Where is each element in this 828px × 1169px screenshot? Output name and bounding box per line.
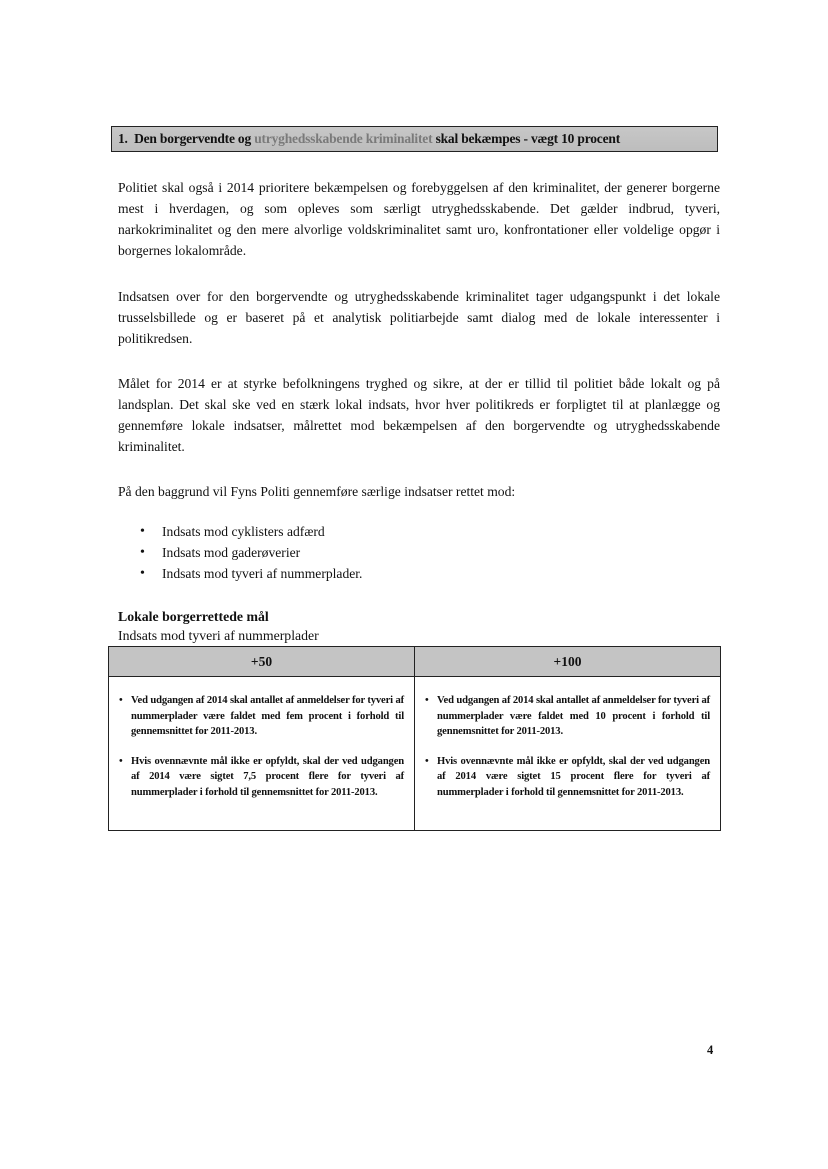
goal-column-100 — [415, 647, 720, 830]
column-header: +100 — [415, 647, 720, 677]
list-item: • Indsats mod cyklisters adfærd — [140, 521, 362, 542]
section-number: 1. — [118, 131, 128, 146]
paragraph-priority: Politiet skal også i 2014 prioritere bekæmpelsen og forebyggelsen af den kriminalitet, der generer borgerne mest i hverdagen, og som opleves som særligt utryghedsskabende. Det gælder indbrud, tyveri, narkokriminalitet og den mere alvorlige voldskriminalitet samt uro, konfrontationer eller voldelige opgør i borgernes lokalområde. — [118, 180, 720, 258]
column-header: +50 — [109, 647, 414, 677]
goal-column-50 — [109, 647, 415, 830]
local-goals-subtitle: Indsats mod tyveri af nummerplader — [118, 628, 319, 643]
section-heading — [111, 126, 718, 152]
paragraph-goal: Målet for 2014 er at styrke befolkningens tryghed og sikre, at der er tillid til politiet både lokalt og på landsplan. Det skal ske ved en stærk lokal indsats, hvor hver politikreds er forpligtet til at planlægge og gennemføre lokale indsatser, målrettet mod bekæmpelsen af den borgervendte og utryghedsskabende kriminalitet. — [118, 376, 720, 454]
list-item: • Indsats mod gaderøverier — [140, 542, 362, 563]
list-item: • Indsats mod tyveri af nummerplader. — [140, 563, 362, 584]
section-title-end: skal bekæmpes - vægt 10 procent — [435, 131, 620, 146]
column-body — [109, 677, 414, 800]
section-title-faded: utryghedsskabende kriminalitet — [254, 131, 433, 146]
paragraph-approach: Indsatsen over for den borgervendte og utryghedsskabende kriminalitet tager udgangspunkt i det lokale trusselsbillede og er baseret på et analytisk politiarbejde samt dialog med de lokale interessenter i politikredsen. — [118, 289, 720, 346]
goal-item: • Ved udgangen af 2014 skal antallet af anmeldelser for tyveri af nummerplader være faldet med fem procent i forhold til gennemsnittet for 2011-2013. — [119, 693, 404, 740]
section-title-start: Den borgervendte og — [134, 131, 252, 146]
goal-item: • Hvis ovennævnte mål ikke er opfyldt, skal der ved udgangen af 2014 være sigtet 7,5 procent flere for tyveri af nummerplader i forhold til gennemsnittet for 2011-2013. — [119, 754, 404, 801]
goals-table — [108, 646, 721, 831]
page-number: 4 — [707, 1043, 714, 1057]
local-goals-heading: Lokale borgerrettede mål — [118, 609, 269, 624]
paragraph-intro-list: På den baggrund vil Fyns Politi gennemføre særlige indsatser rettet mod: — [118, 484, 516, 499]
goal-item: • Hvis ovennævnte mål ikke er opfyldt, skal der ved udgangen af 2014 være sigtet 15 procent flere for tyveri af nummerplader i forhold til gennemsnittet for 2011-2013. — [425, 754, 710, 801]
goal-item: • Ved udgangen af 2014 skal antallet af anmeldelser for tyveri af nummerplader være faldet med 10 procent i forhold til gennemsnittet for 2011-2013. — [425, 693, 710, 740]
initiative-list — [140, 521, 362, 584]
column-body — [415, 677, 720, 800]
